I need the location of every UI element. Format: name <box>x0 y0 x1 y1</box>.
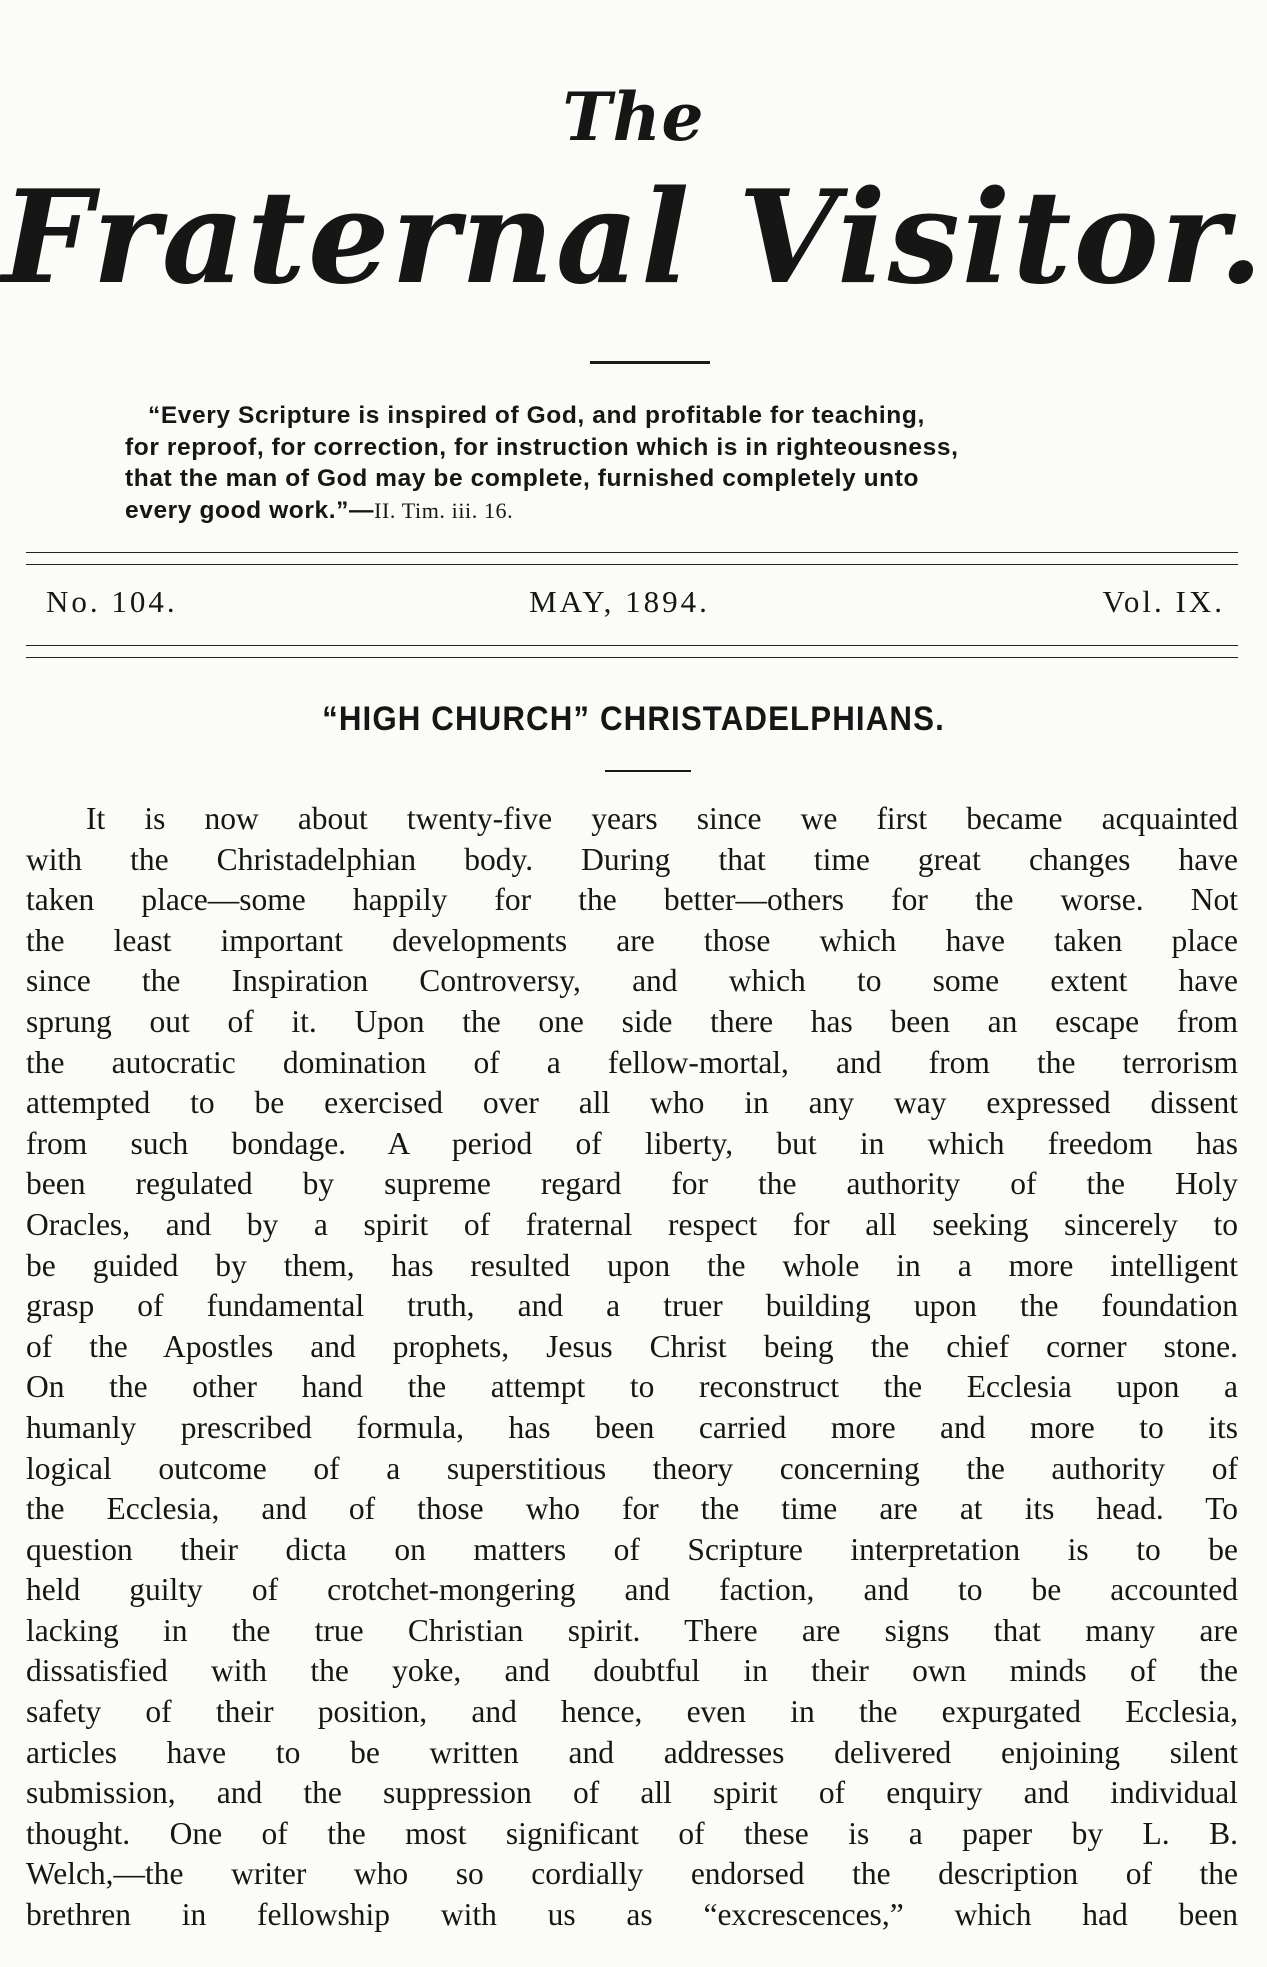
article-body <box>26 799 1238 1936</box>
header-rule-top-2 <box>26 564 1238 565</box>
header-rule-bottom-1 <box>26 645 1238 646</box>
epigraph-line: “Every Scripture is inspired of God, and profitable for teaching, <box>148 402 925 429</box>
body-line: brethren in fellowship with us as “excrescences,” which had been <box>26 1897 1238 1933</box>
epigraph-line: for reproof, for correction, for instruction which is in righteousness, <box>125 433 959 461</box>
body-line: been regulated by supreme regard for the authority of the Holy <box>26 1166 1238 1202</box>
body-line: from such bondage. A period of liberty, but in which freedom has <box>26 1125 1238 1161</box>
body-line: Welch,—the writer who so cordially endorsed the description of the <box>26 1856 1238 1892</box>
body-line: It is now about twenty-five years since we first became acquainted <box>86 801 1238 836</box>
body-line: the Ecclesia, and of those who for the time are at its head. To <box>26 1491 1238 1527</box>
body-line: question their dicta on matters of Scripture interpretation is to be <box>26 1531 1238 1567</box>
header-rule-bottom-2 <box>26 657 1238 658</box>
epigraph <box>125 400 1145 526</box>
issue-number: No. 104. <box>46 584 178 619</box>
body-line: On the other hand the attempt to reconstruct the Ecclesia upon a <box>26 1369 1238 1405</box>
article-title: “HIGH CHURCH” CHRISTADELPHIANS. <box>322 700 945 738</box>
body-line: dissatisfied with the yoke, and doubtful in their own minds of the <box>26 1653 1238 1689</box>
epigraph-line: that the man of God may be complete, furnished completely unto <box>125 465 920 492</box>
body-line: thought. One of the most significant of these is a paper by L. B. <box>26 1815 1238 1851</box>
title-divider <box>605 770 691 772</box>
body-line: held guilty of crotchet-mongering and faction, and to be accounted <box>26 1572 1238 1608</box>
epigraph-citation: II. Tim. iii. 16. <box>374 497 514 523</box>
masthead-title: Fraternal Visitor. <box>1 163 1266 313</box>
issue-volume: Vol. IX. <box>1102 584 1225 619</box>
body-line: with the Christadelphian body. During that time great changes have <box>26 841 1238 877</box>
body-line: grasp of fundamental truth, and a truer building upon the foundation <box>26 1288 1238 1324</box>
body-line: submission, and the suppression of all spirit of enquiry and individual <box>26 1775 1238 1811</box>
header-rule-top-1 <box>26 552 1238 553</box>
masthead-divider <box>590 361 710 364</box>
body-line: safety of their position, and hence, even in the expurgated Ecclesia, <box>26 1694 1238 1730</box>
body-line: since the Inspiration Controversy, and which to some extent have <box>26 963 1238 999</box>
body-line: sprung out of it. Upon the one side there has been an escape from <box>26 1003 1238 1039</box>
body-line: Oracles, and by a spirit of fraternal respect for all seeking sincerely to <box>26 1206 1238 1242</box>
body-line: taken place—some happily for the better—others for the worse. Not <box>26 882 1238 918</box>
issue-date: MAY, 1894. <box>529 584 710 619</box>
body-line: the least important developments are those which have taken place <box>26 922 1238 958</box>
body-line: the autocratic domination of a fellow-mortal, and from the terrorism <box>26 1044 1238 1080</box>
epigraph-line: every good work.”— <box>125 496 375 524</box>
body-line: of the Apostles and prophets, Jesus Christ being the chief corner stone. <box>26 1328 1238 1364</box>
masthead-article: The <box>562 78 705 156</box>
body-line: humanly prescribed formula, has been carried more and more to its <box>26 1409 1238 1445</box>
body-line: lacking in the true Christian spirit. There are signs that many are <box>26 1612 1238 1648</box>
body-line: logical outcome of a superstitious theory concerning the authority of <box>26 1450 1238 1486</box>
body-line: articles have to be written and addresses delivered enjoining silent <box>26 1734 1238 1770</box>
body-line: attempted to be exercised over all who in any way expressed dissent <box>26 1085 1238 1121</box>
body-line: be guided by them, has resulted upon the whole in a more intelligent <box>26 1247 1238 1283</box>
epigraph-last-line <box>125 495 1145 527</box>
